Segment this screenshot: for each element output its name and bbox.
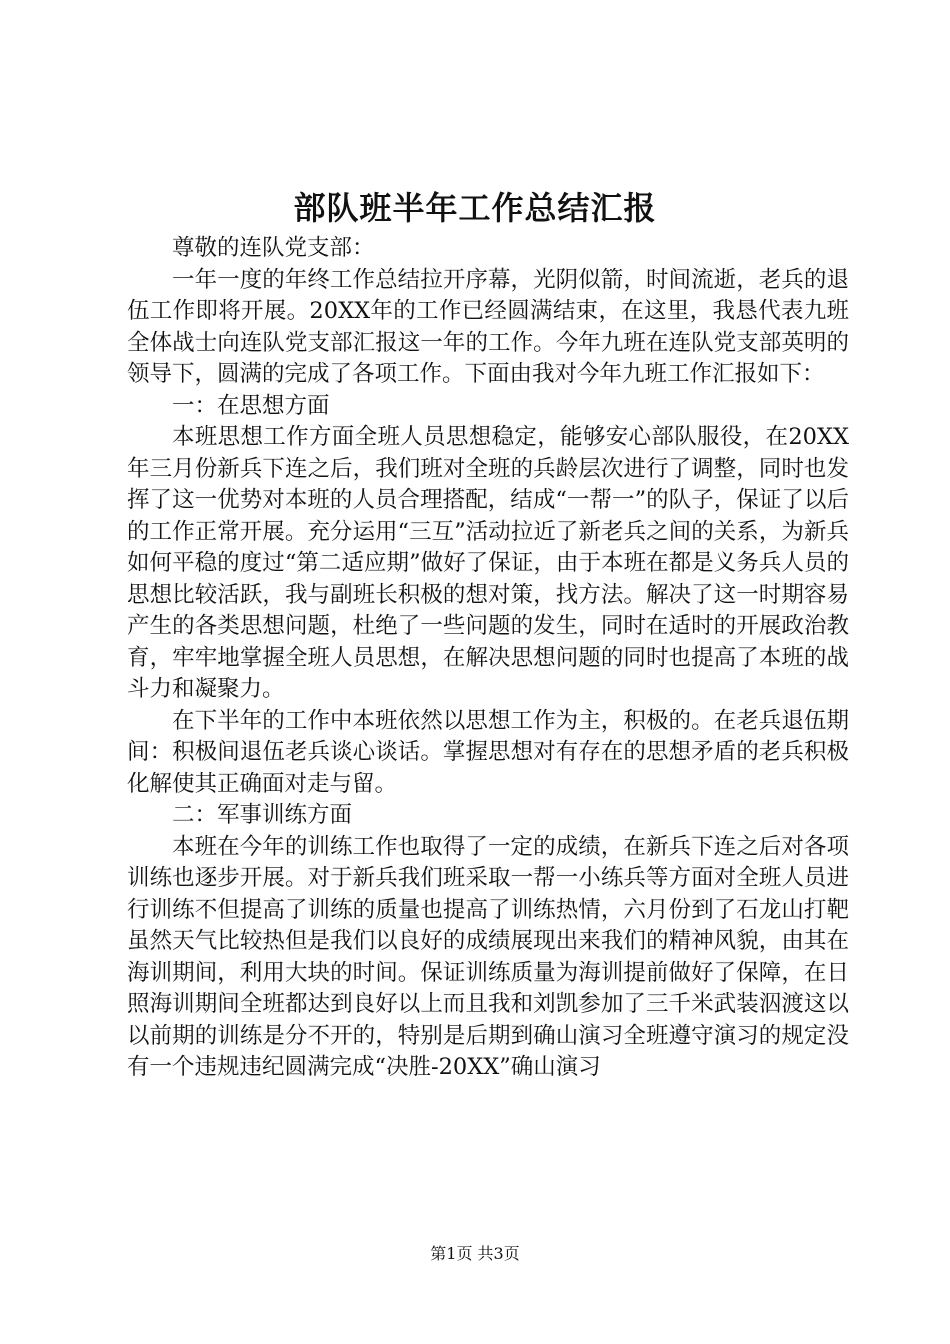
section-heading-thought: 一：在思想方面 xyxy=(172,392,330,419)
page-number-footer: 第1页 共3页 xyxy=(430,1244,520,1263)
thought-paragraph-2: 在下半年的工作中本班依然以思想工作为主，积极的。在老兵退伍期间：积极间退伍老兵谈心谈话。掌握思想对有存在的思想矛盾的老兵积极化解使其正确面对走与留。 xyxy=(127,707,849,797)
section-heading-training: 二：军事训练方面 xyxy=(172,802,353,828)
salutation: 尊敬的连队党支部： xyxy=(172,235,375,261)
thought-paragraph-1: 本班思想工作方面全班人员思想稳定，能够安心部队服役，在20XX年三月份新兵下连之后，我们班对全班的兵龄层次进行了调整，同时也发挥了这一优势对本班的人员合理搭配，结成“一帮一”的队子，保证了以后的工作正常开展。充分运用“三互”活动拉近了新老兵之间的关系，为新兵如何平稳的度过“第二适应期”做好了保证，由于本班在都是义务兵人员的思想比较活跃，我与副班长积极的想对策，找方法。解决了这一时期容易产生的各类思想问题，杜绝了一些问题的发生，同时在适时的开展政治教育，牢牢地掌握全班人员思想，在解决思想问题的同时也提高了本班的战斗力和凝聚力。 xyxy=(127,424,849,702)
intro-paragraph: 一年一度的年终工作总结拉开序幕，光阴似箭，时间流逝，老兵的退伍工作即将开展。20XX年的工作已经圆满结束，在这里，我恳代表九班全体战士向连队党支部汇报这一年的工作。今年九班在连队党支部英明的领导下，圆满的完成了各项工作。下面由我对今年九班工作汇报如下： xyxy=(127,266,849,387)
document-title: 部队班半年工作总结汇报 xyxy=(293,189,657,227)
document-body xyxy=(127,233,849,1084)
training-paragraph: 本班在今年的训练工作也取得了一定的成绩，在新兵下连之后对各项训练也逐步开展。对于新兵我们班采取一帮一小练兵等方面对全班人员进行训练不但提高了训练的质量也提高了训练热情，六月份到了石龙山打靶虽然天气比较热但是我们以良好的成绩展现出来我们的精神风貌，由其在海训期间，利用大块的时间。保证训练质量为海训提前做好了保障，在日照海训期间全班都达到良好以上而且我和刘凯参加了三千米武装泅渡这以以前期的训练是分不开的，特别是后期到确山演习全班遵守演习的规定没有一个违规违纪圆满完成“决胜-20XX”确山演习 xyxy=(127,833,849,1080)
